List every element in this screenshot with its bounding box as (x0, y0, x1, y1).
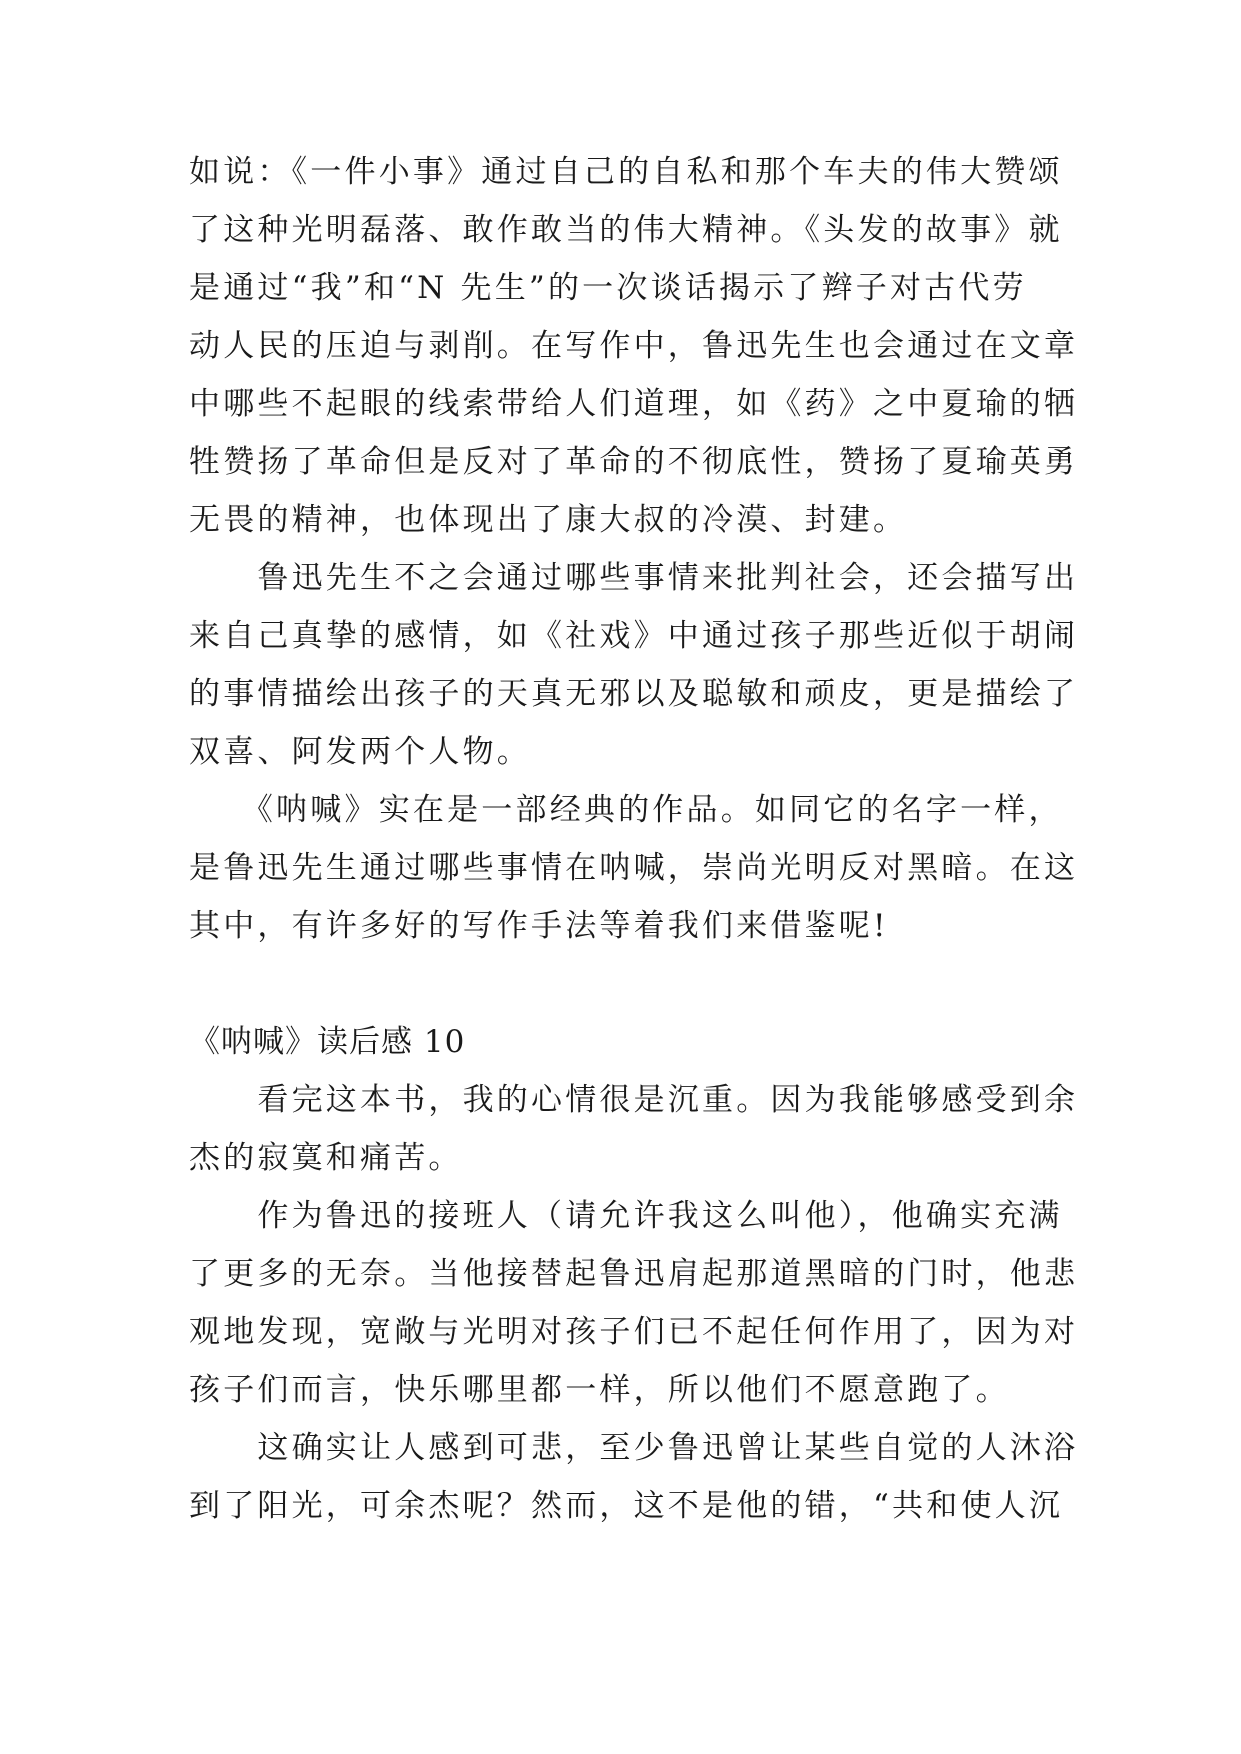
text-line: 是鲁迅先生通过哪些事情在呐喊，崇尚光明反对黑暗。在这 (189, 850, 1079, 886)
text-line: 其中，有许多好的写作手法等着我们来借鉴呢! (189, 908, 889, 944)
text-line: 鲁迅先生不之会通过哪些事情来批判社会，还会描写出 (189, 560, 1079, 596)
text-line: 动人民的压迫与剥削。在写作中，鲁迅先生也会通过在文章 (189, 328, 1079, 364)
text-line: 了更多的无奈。当他接替起鲁迅肩起那道黑暗的门时，他悲 (189, 1256, 1079, 1292)
text-line: 来自己真挚的感情，如《社戏》中通过孩子那些近似于胡闹 (189, 618, 1079, 654)
text-line: 孩子们而言，快乐哪里都一样，所以他们不愿意跑了。 (189, 1372, 1010, 1408)
text-line: 这确实让人感到可悲，至少鲁迅曾让某些自觉的人沐浴 (189, 1430, 1079, 1466)
text-line: 中哪些不起眼的线索带给人们道理，如《药》之中夏瑜的牺 (189, 386, 1079, 422)
section-title: 《呐喊》读后感 10 (189, 1024, 466, 1060)
text-line: 无畏的精神，也体现出了康大叔的冷漠、封建。 (189, 502, 908, 538)
text-line: 的事情描绘出孩子的天真无邪以及聪敏和顽皮，更是描绘了 (189, 676, 1079, 712)
text-line: 观地发现，宽敞与光明对孩子们已不起任何作用了，因为对 (189, 1314, 1079, 1350)
text-line: 杰的寂寞和痛苦。 (189, 1140, 463, 1176)
text-line: 如说：《一件小事》通过自己的自私和那个车夫的伟大赞颂 (189, 154, 1063, 190)
text-line: 到了阳光，可余杰呢？然而，这不是他的错，“共和使人沉 (189, 1488, 1064, 1524)
text-line: 了这种光明磊落、敢作敢当的伟大精神。《头发的故事》就 (189, 212, 1063, 248)
text-line: 牲赞扬了革命但是反对了革命的不彻底性，赞扬了夏瑜英勇 (189, 444, 1079, 480)
text-line: 作为鲁迅的接班人（请允许我这么叫他），他确实充满 (189, 1198, 1063, 1234)
text-line: 《呐喊》实在是一部经典的作品。如同它的名字一样， (189, 792, 1063, 828)
text-line: 双喜、阿发两个人物。 (189, 734, 531, 770)
text-line: 是通过“我”和“N 先生”的一次谈话揭示了辫子对古代劳 (189, 270, 1027, 306)
text-line: 看完这本书，我的心情很是沉重。因为我能够感受到余 (189, 1082, 1079, 1118)
